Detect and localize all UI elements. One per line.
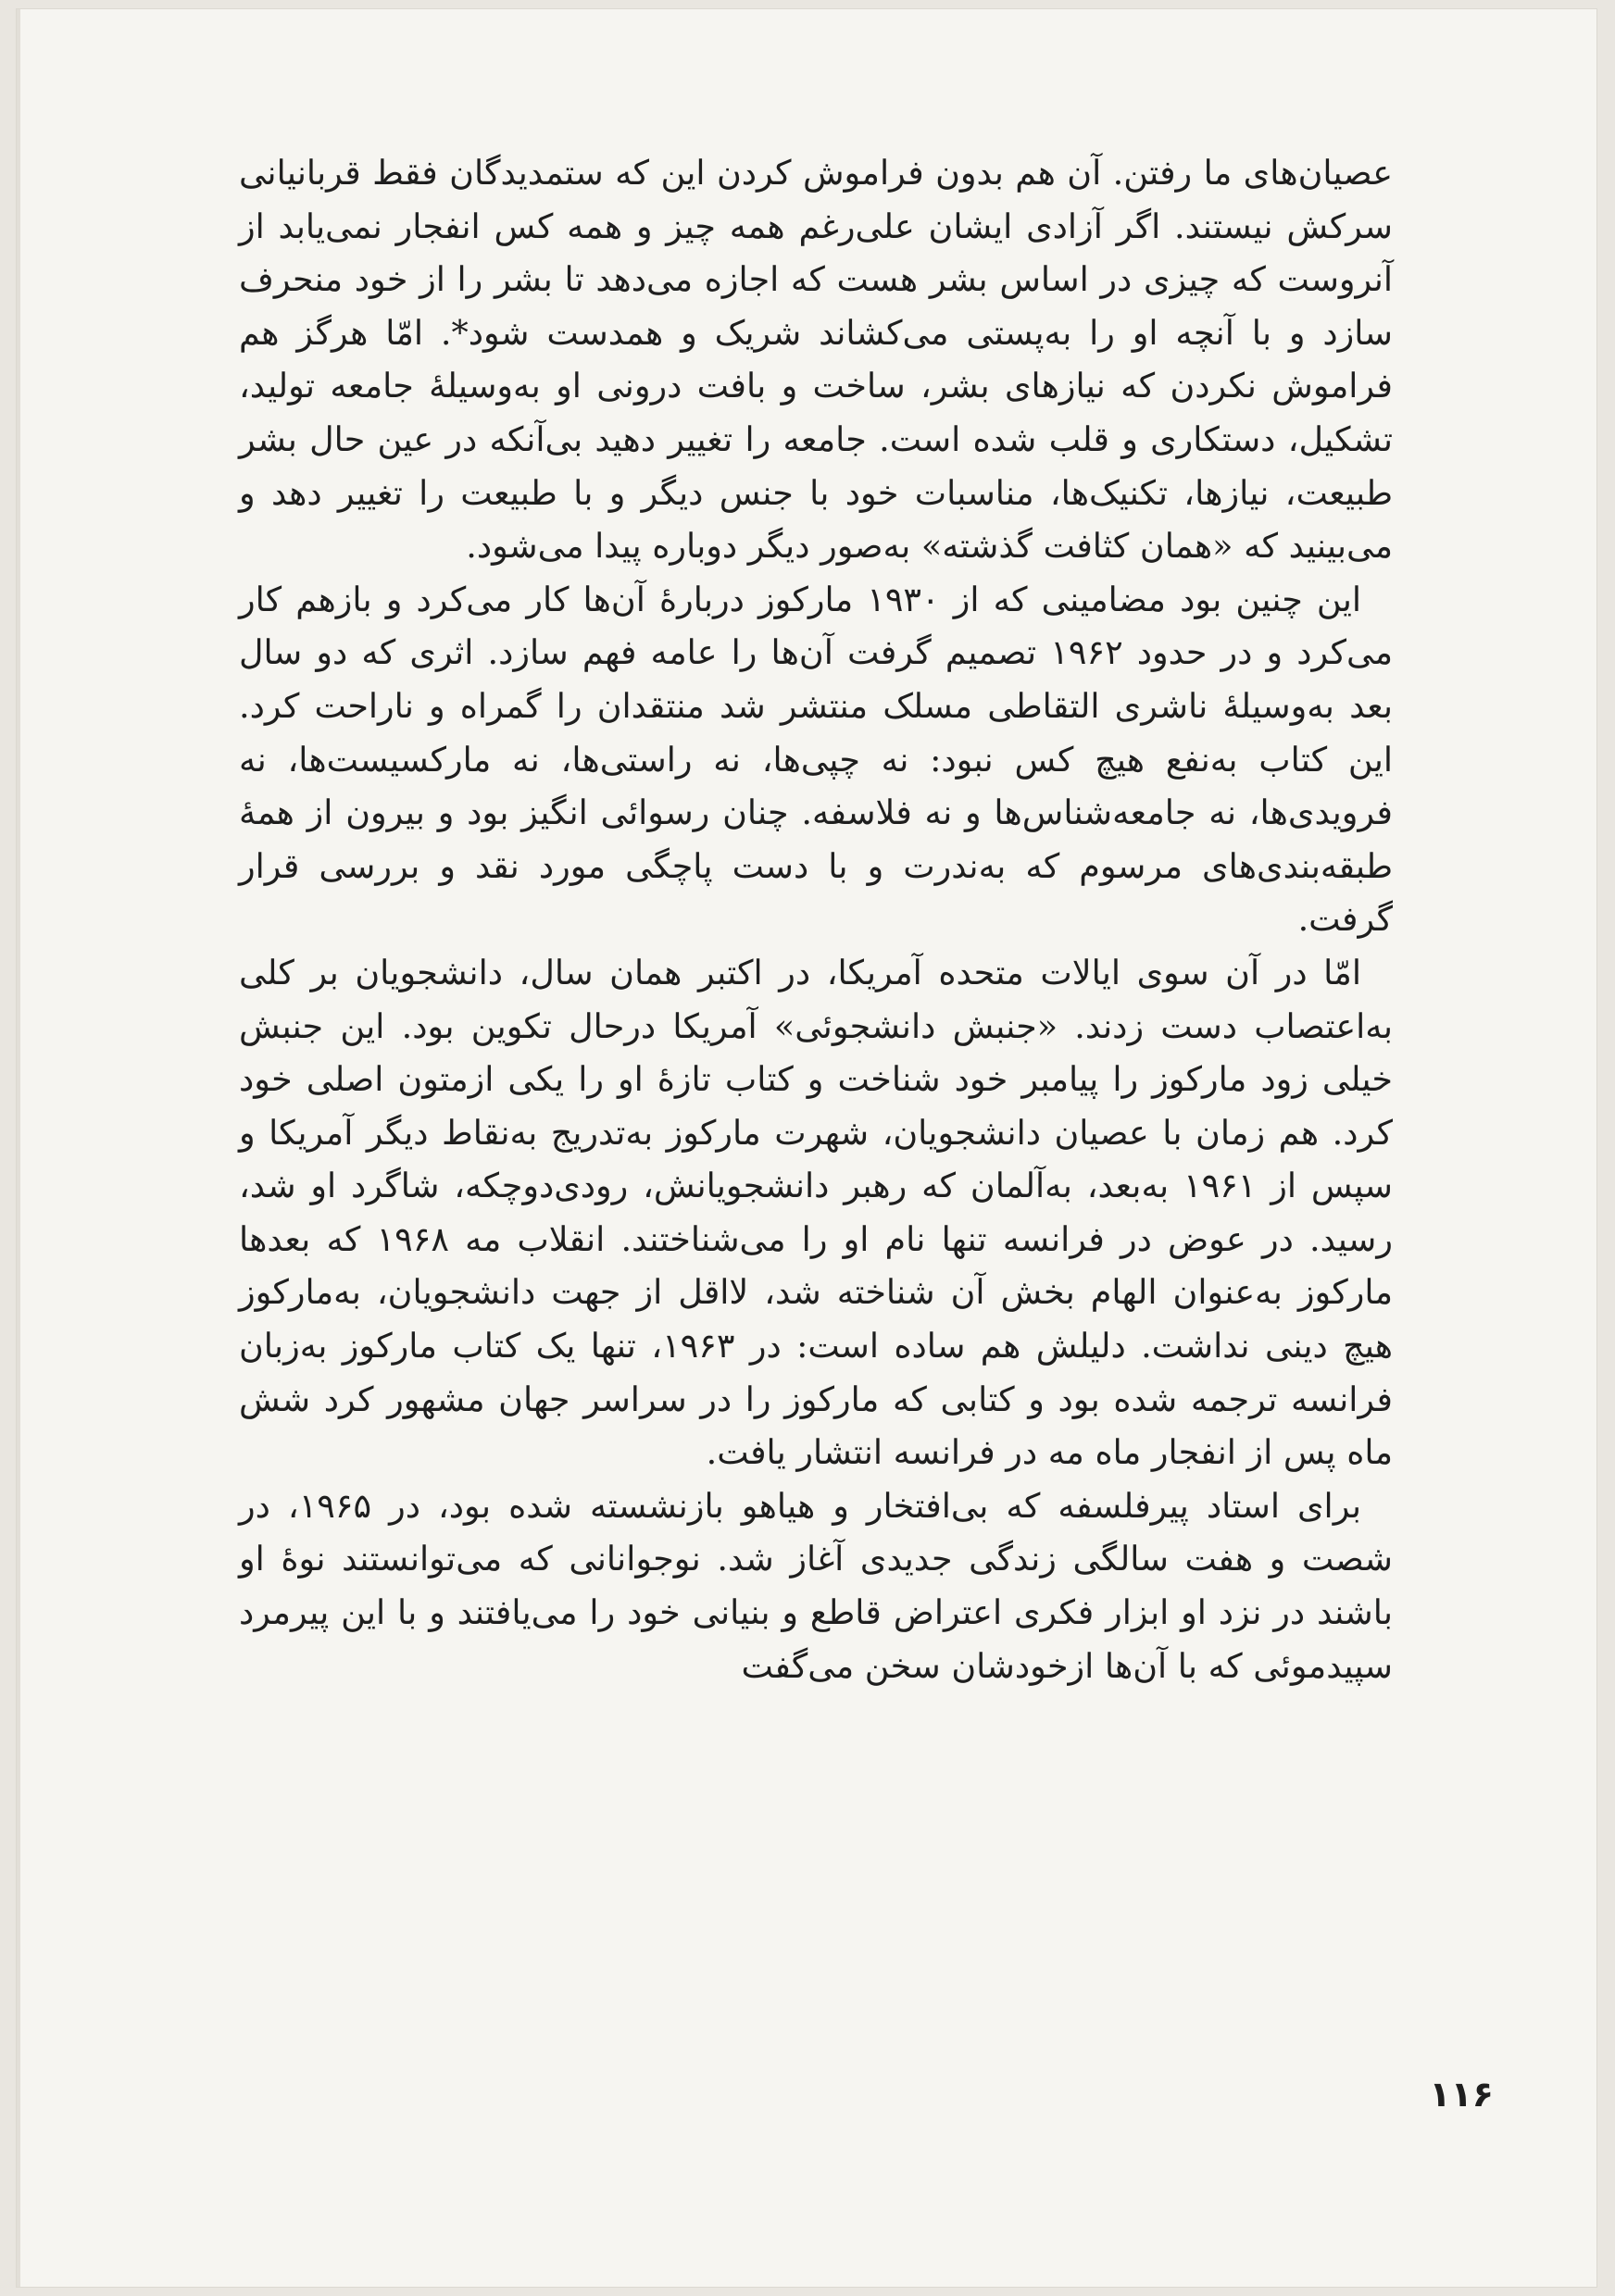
paragraph: عصیان‌های ما رفتن. آن هم بدون فراموش کردن این که ستمدیدگان فقط قربانیانی سرکش نیستند. اگر آزادی ایشان علی‌رغم همه چیز و همه کس انفجار نمی‌یابد از آنروست که چیزی در اساس بشر هست که اجازه می‌دهد تا بشر را از خود منحرف سازد و با آنچه او را به‌پستی می‌کشاند شریک و همدست شود*. امّا هرگز هم فراموش نکردن که نیازهای بشر، ساخت و بافت درونی او به‌وسیلهٔ جامعه تولید، تشکیل، دستکاری و قلب شده است. جامعه را تغییر دهید بی‌آنکه در عین حال بشر طبیعت، نیازها، تکنیک‌ها، مناسبات خود با جنس دیگر و با طبیعت را تغییر دهد و می‌بینید که «همان کثافت گذشته» به‌صور دیگر دوباره پیدا می‌شود.: [239, 153, 1393, 567]
paragraph: برای استاد پیرفلسفه که بی‌افتخار و هیاهو بازنشسته شده بود، در ۱۹۶۵، در شصت و هفت سالگی زندگی جدیدی آغاز شد. نوجوانانی که می‌توانستند نوهٔ او باشند در نزد او ابزار فکری اعتراض قاطع و بنیانی خود را می‌یافتند و با این پیرمرد سپیدموئی که با آن‌ها ازخودشان سخن می‌گفت: [239, 1485, 1393, 1686]
book-page: [17, 9, 1596, 2287]
page-number: ۱۱۶: [1429, 2074, 1494, 2115]
paragraph: امّا در آن سوی ایالات متحده آمریکا، در اکتبر همان سال، دانشجویان بر کلی به‌اعتصاب دست زدند. «جنبش دانشجوئی» آمریکا درحال تکوین بود. این جنبش خیلی زود مارکوز را پیامبر خود شناخت و کتاب تازهٔ او را یکی ازمتون اصلی خود کرد. هم زمان با عصیان دانشجویان، شهرت مارکوز به‌تدریج به‌نقاط دیگر آمریکا و سپس از ۱۹۶۱ به‌بعد، به‌آلمان که رهبر دانشجویانش، رودی‌دوچکه، شاگرد او شد، رسید. در عوض در فرانسه تنها نام او را می‌شناختند. انقلاب مه ۱۹۶۸ که بعدها مارکوز به‌عنوان الهام بخش آن شناخته شد، لااقل از جهت دانشجویان، به‌مارکوز هیچ دینی نداشت. دلیلش هم ساده است: در ۱۹۶۳، تنها یک کتاب مارکوز به‌زبان فرانسه ترجمه شده بود و کتابی که مارکوز را در سراسر جهان مشهور کرد شش ماه پس از انفجار ماه مه در فرانسه انتشار یافت.: [239, 952, 1394, 1473]
paragraph: این چنین بود مضامینی که از ۱۹۳۰ مارکوز دربارهٔ آن‌ها کار می‌کرد و بازهم کار می‌کرد و در حدود ۱۹۶۲ تصمیم گرفت آن‌ها را عامه فهم سازد. اثری که دو سال بعد به‌وسیلهٔ ناشری التقاطی مسلک منتشر شد منتقدان را گمراه و ناراحت کرد. این کتاب به‌نفع هیچ کس نبود: نه چپی‌ها، نه راستی‌ها، نه مارکسیست‌ها، نه فرویدی‌ها، نه جامعه‌شناس‌ها و نه فلاسفه. چنان رسوائی انگیز بود و بیرون از همهٔ طبقه‌بندی‌های مرسوم که به‌ندرت و با دست پاچگی مورد نقد و بررسی قرار گرفت.: [239, 579, 1393, 940]
page-body-text: [239, 146, 1393, 1692]
